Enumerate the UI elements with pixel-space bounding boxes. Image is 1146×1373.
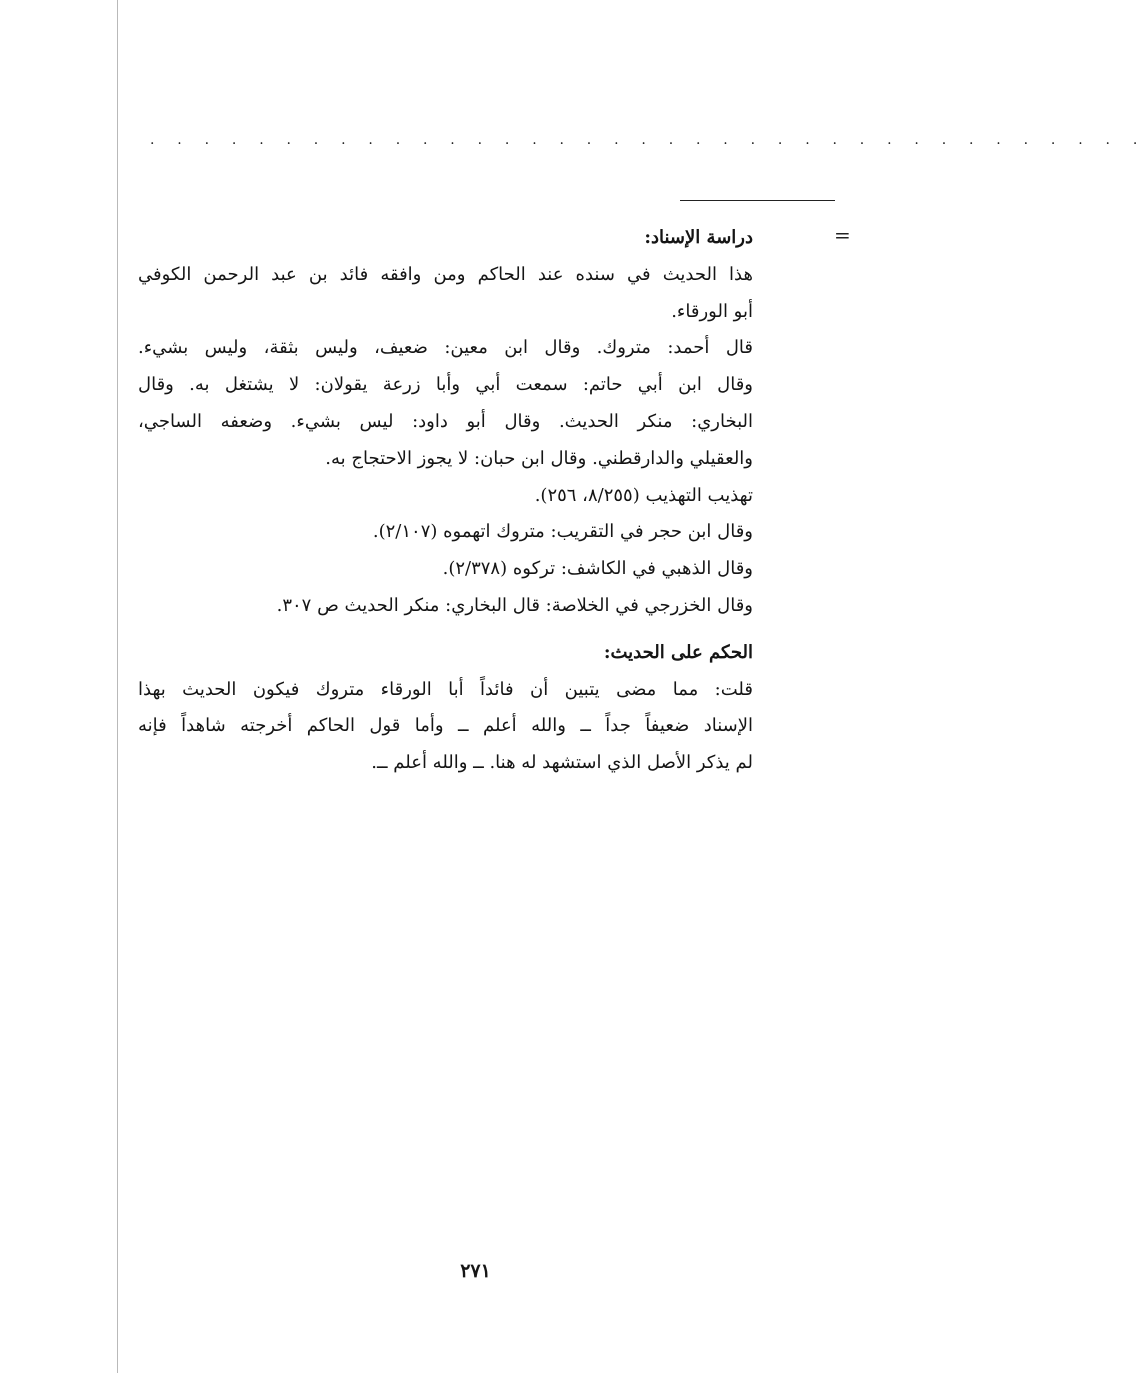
citation-line: وقال الخزرجي في الخلاصة: قال البخاري: منكر الحديث ص ٣٠٧.	[276, 594, 753, 616]
isnad-line: أبو الورقاء.	[671, 300, 753, 322]
ruling-line: الإسناد ضعيفاً جداً ــ والله أعلم ــ وأما قول الحاكم أخرجته شاهداً فإنه	[138, 715, 753, 737]
isnad-study-heading: دراسة الإسناد:	[644, 227, 753, 248]
binding-margin-line	[117, 0, 118, 1373]
isnad-line: هذا الحديث في سنده عند الحاكم ومن وافقه فائد بن عبد الرحمن الكوفي	[138, 263, 753, 285]
isnad-line: قال أحمد: متروك. وقال ابن معين: ضعيف، وليس بثقة، وليس بشيء.	[138, 337, 753, 359]
isnad-line: والعقيلي والدارقطني. وقال ابن حبان: لا يجوز الاحتجاج به.	[325, 447, 753, 469]
citation-line: وقال الذهبي في الكاشف: تركوه (٢/٣٧٨).	[442, 558, 753, 580]
citation-line: وقال ابن حجر في التقريب: متروك اتهموه (٢/١٠٧).	[372, 521, 753, 543]
footnote-body	[138, 220, 753, 782]
page-number: ٢٧١	[460, 1260, 491, 1282]
dotted-separator: . . . . . . . . . . . . . . . . . . . . . . . . . . . . . . . . . . . . .	[150, 132, 1146, 148]
ruling-line: لم يذكر الأصل الذي استشهد له هنا. ــ والله أعلم ــ.	[371, 752, 753, 774]
ruling-line: قلت: مما مضى يتبين أن فائداً أبا الورقاء متروك فيكون الحديث بهذا	[138, 678, 753, 700]
isnad-line: وقال ابن أبي حاتم: سمعت أبي وأبا زرعة يقولان: لا يشتغل به. وقال	[138, 374, 753, 396]
continuation-mark: =	[834, 223, 851, 247]
footnote-rule	[680, 200, 835, 201]
citation-line: تهذيب التهذيب (٨/٢٥٥، ٢٥٦).	[534, 484, 753, 506]
isnad-line: البخاري: منكر الحديث. وقال أبو داود: ليس بشيء. وضعفه الساجي،	[138, 410, 753, 432]
hadith-ruling-heading: الحكم على الحديث:	[603, 641, 753, 663]
